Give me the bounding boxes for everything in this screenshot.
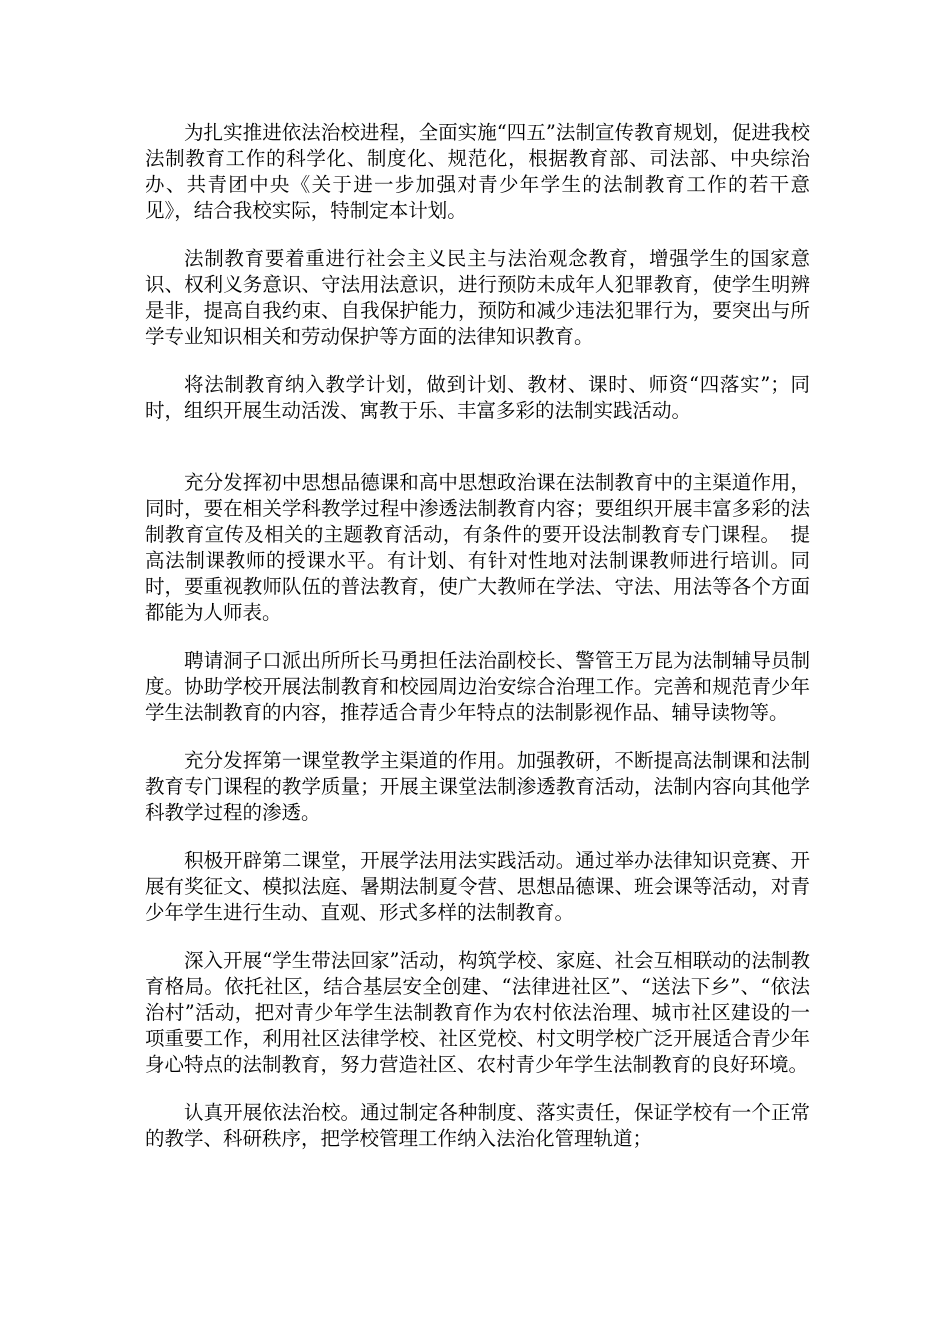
paragraph-intro: 为扎实推进依法治校进程，全面实施“四五”法制宣传教育规划，促进我校法制教育工作的科学化、制度化、规范化，根据教育部、司法部、中央综治办、共青团中央《关于进一步加强对青少年学生的法制教育工作的若干意见》，结合我校实际，特制定本计划。 — [145, 121, 810, 222]
paragraph-first-classroom: 充分发挥第一课堂教学主渠道的作用。加强教研，不断提高法制课和法制教育专门课程的教学质量；开展主课堂法制渗透教育活动，法制内容向其他学科教学过程的渗透。 — [145, 749, 810, 824]
paragraph-rule-of-law-school: 认真开展依法治校。通过制定各种制度、落实责任，保证学校有一个正常的教学、科研秩序，把学校管理工作纳入法治化管理轨道； — [145, 1101, 810, 1150]
paragraph-community: 深入开展“学生带法回家”活动，构筑学校、家庭、社会互相联动的法制教育格局。依托社区，结合基层安全创建、“法律进社区”、“送法下乡”、“依法治村”活动，把对青少年学生法制教育作为农村依法治理、城市社区建设的一项重要工作，利用社区法律学校、社区党校、村文明学校广泛开展适合青少年身心特点的法制教育，努力营造社区、农村青少年学生法制教育的良好环境。 — [145, 949, 810, 1076]
paragraph-second-classroom: 积极开辟第二课堂，开展学法用法实践活动。通过举办法律知识竞赛、开展有奖征文、模拟法庭、暑期法制夏令营、思想品德课、班会课等活动，对青少年学生进行生动、直观、形式多样的法制教育。 — [145, 849, 810, 924]
document-body — [145, 120, 810, 1174]
paragraph-vice-principal: 聘请洞子口派出所所长马勇担任法治副校长、警管王万昆为法制辅导员制度。协助学校开展法制教育和校园周边治安综合治理工作。完善和规范青少年学生法制教育的内容，推荐适合青少年特点的法制影视作品、辅导读物等。 — [145, 649, 810, 724]
paragraph-teaching-plan: 将法制教育纳入教学计划，做到计划、教材、课时、师资“四落实”；同时，组织开展生动活泼、寓教于乐、丰富多彩的法制实践活动。 — [145, 373, 810, 422]
paragraph-main-channel: 充分发挥初中思想品德课和高中思想政治课在法制教育中的主渠道作用，同时，要在相关学科教学过程中渗透法制教育内容；要组织开展丰富多彩的法制教育宣传及相关的主题教育活动，有条件的要开设法制教育专门课程。 提高法制课教师的授课水平。有计划、有针对性地对法制课教师进行培训。同时，要重视教师队伍的普法教育，使广大教师在学法、守法、用法等各个方面都能为人师表。 — [145, 471, 810, 624]
paragraph-content-focus: 法制教育要着重进行社会主义民主与法治观念教育，增强学生的国家意识、权利义务意识、守法用法意识，进行预防未成年人犯罪教育，使学生明辨是非，提高自我约束、自我保护能力，预防和减少违法犯罪行为，要突出与所学专业知识相关和劳动保护等方面的法律知识教育。 — [145, 247, 810, 348]
